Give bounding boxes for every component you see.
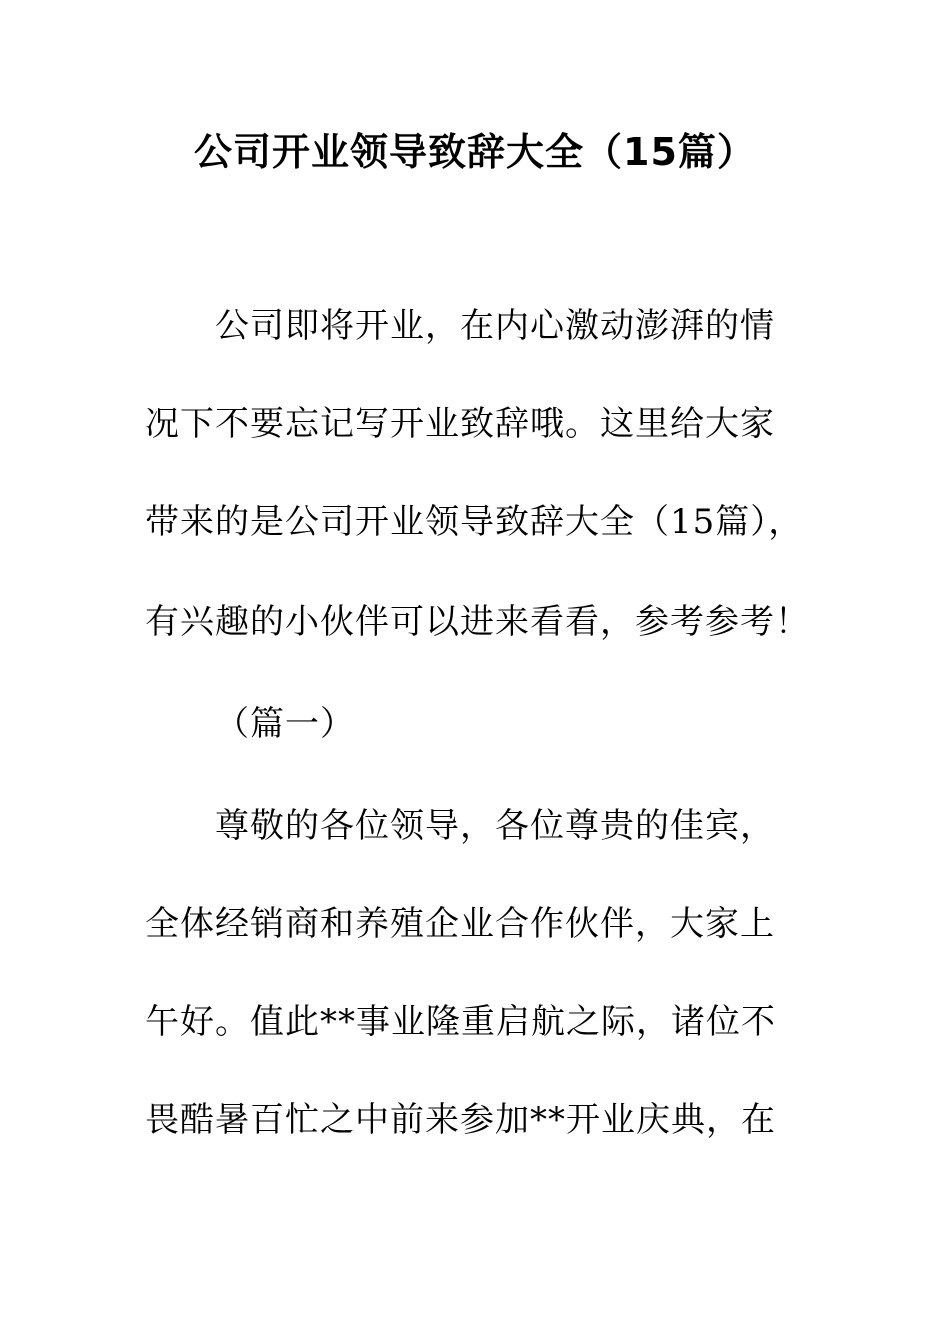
body-line-1: 尊敬的各位领导，各位尊贵的佳宾， xyxy=(215,806,775,846)
document-title: 公司开业领导致辞大全（15篇） xyxy=(194,130,756,174)
intro-line-2: 况下不要忘记写开业致辞哦。这里给大家 xyxy=(145,404,775,444)
intro-line-3: 带来的是公司开业领导致辞大全（15篇）， xyxy=(145,502,804,542)
body-line-2: 全体经销商和养殖企业合作伙伴，大家上 xyxy=(145,904,775,944)
body-line-3: 午好。值此**事业隆重启航之际，诸位不 xyxy=(145,1002,776,1042)
body-line-4: 畏酷暑百忙之中前来参加**开业庆典，在 xyxy=(145,1100,776,1140)
intro-line-4: 有兴趣的小伙伴可以进来看看，参考参考！ xyxy=(145,602,810,642)
section-heading: （篇一） xyxy=(215,704,355,744)
intro-line-1: 公司即将开业，在内心激动澎湃的情 xyxy=(215,306,775,346)
